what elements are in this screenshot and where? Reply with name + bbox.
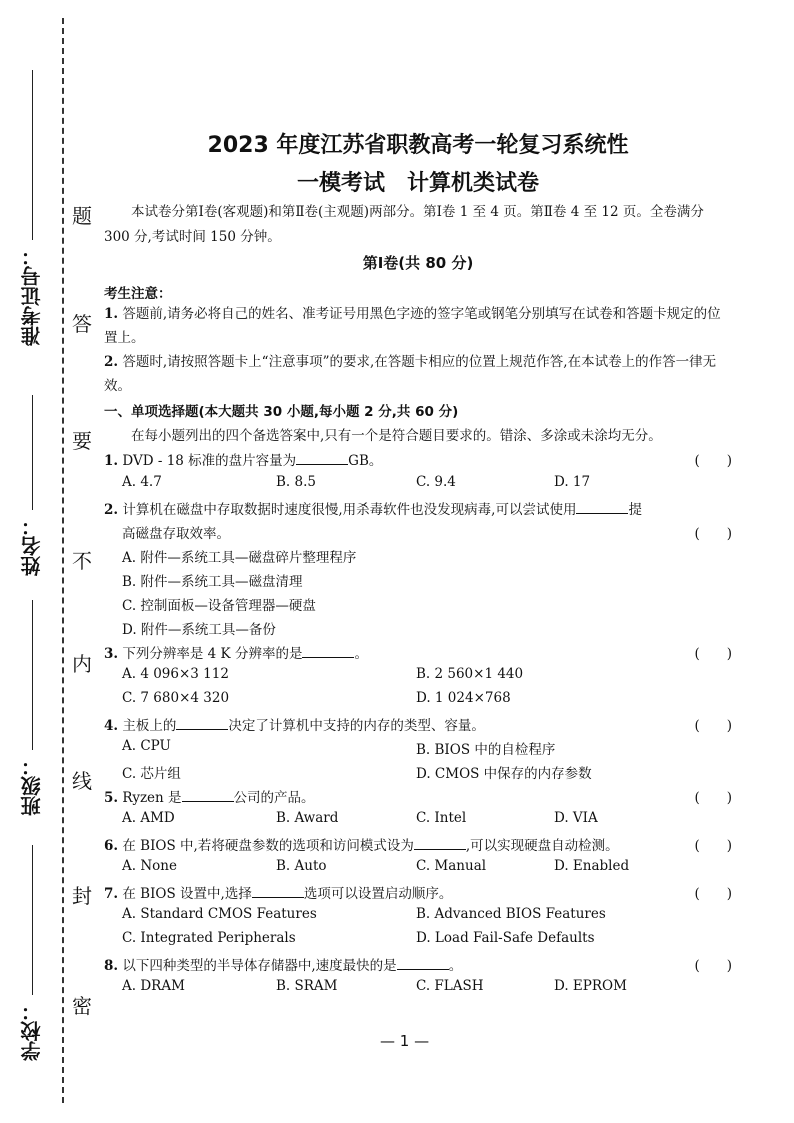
option-a[interactable]: A. None	[122, 858, 177, 874]
class-line[interactable]	[32, 600, 33, 750]
question-2-cont	[122, 522, 732, 542]
school-field[interactable]	[12, 845, 52, 1061]
question-3	[104, 642, 732, 662]
answer-paren[interactable]: ( )	[694, 838, 732, 854]
option-d[interactable]: D. Load Fail-Safe Defaults	[416, 930, 595, 946]
option-d[interactable]: D. EPROM	[554, 978, 627, 994]
question-text-end: 公司的产品。	[233, 790, 315, 806]
option-a[interactable]: A. AMD	[122, 810, 175, 826]
answer-paren[interactable]: ( )	[694, 958, 732, 974]
page-number: — 1 —	[380, 1032, 430, 1050]
name-line[interactable]	[32, 395, 33, 510]
question-number: 6.	[104, 838, 119, 854]
seal-char: 密	[72, 994, 92, 1018]
question-text-end: 。	[354, 646, 368, 662]
question-text-end: ,可以实现硬盘自动检测。	[465, 838, 619, 854]
question-4	[104, 714, 732, 734]
notice-number: 1.	[104, 306, 119, 322]
option-d[interactable]: D. 附件—系统工具—备份	[122, 622, 276, 638]
option-b[interactable]: B. SRAM	[276, 978, 338, 994]
option-c[interactable]: C. Intel	[416, 810, 467, 826]
question-number: 7.	[104, 886, 119, 902]
option-b[interactable]: B. 2 560×1 440	[416, 666, 524, 682]
question-text: 主板上的	[122, 718, 177, 734]
school-label: 学校：	[20, 1001, 44, 1061]
option-d[interactable]: D. 1 024×768	[416, 690, 511, 706]
option-d[interactable]: D. 17	[554, 474, 591, 490]
option-b[interactable]: B. 8.5	[276, 474, 316, 490]
section-title: 第Ⅰ卷(共 80 分)	[362, 254, 474, 272]
option-d[interactable]: D. Enabled	[554, 858, 630, 874]
option-d[interactable]: D. CMOS 中保存的内存参数	[416, 766, 592, 782]
exam-id-field[interactable]	[12, 70, 52, 346]
option-a[interactable]: A. DRAM	[122, 978, 185, 994]
option-a[interactable]: A. 附件—系统工具—磁盘碎片整理程序	[122, 550, 357, 566]
exam-id-line[interactable]	[32, 70, 33, 240]
option-b[interactable]: B. 附件—系统工具—磁盘清理	[122, 574, 303, 590]
option-b[interactable]: B. BIOS 中的自检程序	[416, 742, 556, 758]
question-number: 2.	[104, 502, 119, 518]
question-text: 计算机在磁盘中存取数据时速度很慢,用杀毒软件也没发现病毒,可以尝试使用	[122, 502, 577, 518]
seal-char: 不	[72, 549, 92, 573]
part-title: 一、单项选择题(本大题共 30 小题,每小题 2 分,共 60 分)	[104, 404, 459, 420]
option-a[interactable]: A. CPU	[122, 738, 171, 754]
name-field[interactable]	[12, 395, 52, 576]
instruction: 在每小题列出的四个备选答案中,只有一个是符合题目要求的。错涂、多涂或未涂均无分。	[131, 428, 662, 444]
name-label: 姓名：	[20, 516, 44, 576]
question-text-end: 选项可以设置启动顺序。	[303, 886, 453, 902]
answer-paren[interactable]: ( )	[694, 790, 732, 806]
question-text: DVD - 18 标准的盘片容量为	[122, 453, 297, 469]
answer-blank[interactable]	[252, 885, 304, 898]
option-b[interactable]: B. Award	[276, 810, 339, 826]
question-number: 4.	[104, 718, 119, 734]
question-text: 下列分辨率是 4 K 分辨率的是	[122, 646, 303, 662]
answer-blank[interactable]	[576, 501, 628, 514]
notice-title: 考生注意：	[104, 286, 172, 302]
exam-id-label: 准考证号：	[20, 246, 44, 346]
question-number: 8.	[104, 958, 119, 974]
option-c[interactable]: C. Manual	[416, 858, 487, 874]
seal-char: 线	[72, 769, 92, 793]
option-c[interactable]: C. 芯片组	[122, 766, 181, 782]
option-b[interactable]: B. Advanced BIOS Features	[416, 906, 606, 922]
seal-char: 题	[72, 204, 92, 228]
answer-blank[interactable]	[176, 717, 228, 730]
seal-char: 内	[72, 652, 92, 676]
binding-dashed-line	[62, 18, 64, 1103]
notice-text: 答题时,请按照答题卡上“注意事项”的要求,在答题卡相应的位置上规范作答,在本试卷上的作答一律无效。	[104, 354, 717, 394]
answer-paren[interactable]: ( )	[694, 886, 732, 902]
question-text: Ryzen 是	[122, 790, 182, 806]
question-number: 1.	[104, 453, 119, 469]
answer-paren[interactable]: ( )	[694, 453, 732, 469]
option-a[interactable]: A. Standard CMOS Features	[122, 906, 317, 922]
option-d[interactable]: D. VIA	[554, 810, 598, 826]
exam-subtitle: 一模考试 计算机类试卷	[296, 171, 539, 196]
question-text-end: 提	[628, 502, 642, 518]
notice-number: 2.	[104, 354, 119, 370]
class-field[interactable]	[12, 600, 52, 816]
option-c[interactable]: C. 9.4	[416, 474, 456, 490]
question-text: 以下四种类型的半导体存储器中,速度最快的是	[122, 958, 397, 974]
option-c[interactable]: C. 控制面板—设备管理器—硬盘	[122, 598, 316, 614]
answer-paren[interactable]: ( )	[694, 646, 732, 662]
answer-blank[interactable]	[414, 837, 466, 850]
question-2	[104, 498, 732, 518]
answer-blank[interactable]	[296, 452, 348, 465]
answer-paren[interactable]: ( )	[694, 526, 732, 542]
exam-title: 2023 年度江苏省职教高考一轮复习系统性	[207, 133, 629, 158]
question-5	[104, 786, 732, 806]
seal-char: 封	[72, 884, 92, 908]
answer-paren[interactable]: ( )	[694, 718, 732, 734]
answer-blank[interactable]	[397, 957, 449, 970]
notice-item	[104, 350, 732, 398]
school-line[interactable]	[32, 845, 33, 995]
class-label: 班级：	[20, 756, 44, 816]
question-text: 在 BIOS 设置中,选择	[122, 886, 252, 902]
option-a[interactable]: A. 4.7	[122, 474, 162, 490]
option-c[interactable]: C. FLASH	[416, 978, 484, 994]
option-c[interactable]: C. Integrated Peripherals	[122, 930, 296, 946]
option-c[interactable]: C. 7 680×4 320	[122, 690, 230, 706]
question-text: 在 BIOS 中,若将硬盘参数的选项和访问模式设为	[122, 838, 414, 854]
exam-intro: 本试卷分第Ⅰ卷(客观题)和第Ⅱ卷(主观题)两部分。第Ⅰ卷 1 至 4 页。第Ⅱ卷 4 至 12 页。全卷满分 300 分,考试时间 150 分钟。	[104, 204, 704, 245]
notice-text: 答题前,请务必将自己的姓名、准考证号用黑色字迹的签字笔或钢笔分别填写在试卷和答题卡规定的位置上。	[104, 306, 721, 346]
option-b[interactable]: B. Auto	[276, 858, 327, 874]
question-1	[104, 449, 732, 469]
question-number: 5.	[104, 790, 119, 806]
option-a[interactable]: A. 4 096×3 112	[122, 666, 229, 682]
question-8	[104, 954, 732, 974]
question-text-end: 。	[448, 958, 463, 974]
notice-item	[104, 302, 732, 350]
answer-blank[interactable]	[182, 789, 234, 802]
answer-blank[interactable]	[302, 645, 354, 658]
question-text-cont: 高磁盘存取效率。	[122, 526, 230, 542]
seal-char: 答	[72, 312, 92, 336]
question-7	[104, 882, 732, 902]
question-6	[104, 834, 732, 854]
question-text-end: GB。	[348, 453, 383, 469]
question-number: 3.	[104, 646, 119, 662]
question-text-end: 决定了计算机中支持的内存的类型、容量。	[228, 718, 485, 734]
seal-char: 要	[72, 429, 92, 453]
